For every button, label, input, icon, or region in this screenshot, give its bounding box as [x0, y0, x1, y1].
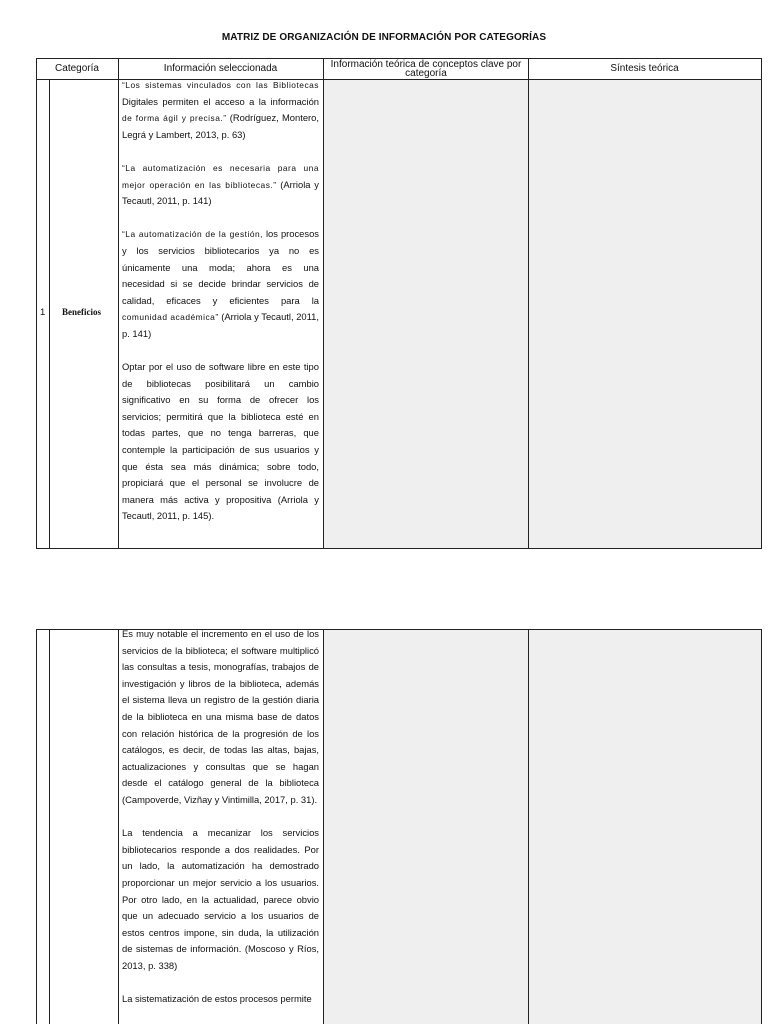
text-paragraph-4: Optar por el uso de software libre en este tipo de bibliotecas posibilitará un cambio significativo en su forma de ofrecer los servicios; permitirá que la biblioteca esté en todas partes, que no tenga barreras, que contemple la participación de sus usuarios y que ésta sea más dinámica; sobre todo, propiciará que el personal se involucre de manera más activa y propositiva (Arriola y Tecautl, 2011, p. 145).	[122, 361, 319, 522]
header-informacion-teorica: Información teórica de conceptos clave por categoría	[330, 59, 522, 79]
row-number: 1	[40, 307, 46, 318]
header-informacion-seleccionada: Información seleccionada	[163, 63, 278, 74]
header-categoria: Categoría	[55, 63, 99, 74]
text-paragraph-5: Es muy notable el incremento en el uso de los servicios de la biblioteca; el software multiplicó las consultas a tesis, monografías, trabajos de investigación y libros de la biblioteca, además el sistema lleva un registro de la gestión diaria de la biblioteca en una misma base de datos con relación histórica de la progresión de los catálogos, es decir, de todas las altas, bajas, actualizaciones y consultas que se hagan desde el catálogo general de la biblioteca (Campoverde, Vizñay y Vintimilla, 2017, p. 31).	[122, 628, 319, 805]
informacion-seleccionada-cell	[122, 77, 319, 525]
quote-paragraph-2: “La automatización es necesaria para una mejor operación en las bibliotecas.” (Arriola y Tecautl, 2011, p. 141)	[122, 162, 319, 207]
informacion-seleccionada-cell-continued	[122, 626, 319, 1008]
sintesis-cell	[528, 80, 762, 549]
teorica-cell-continued	[324, 630, 528, 1024]
quote-paragraph-3: “La automatización de la gestión, los procesos y los servicios bibliotecarios ya no es únicamente una moda; ahora es una necesidad si se decide brindar servicios de calidad, eficaces y eficientes para la comunidad académica” (Arriola y Tecautl, 2011, p. 141)	[122, 228, 319, 339]
text-paragraph-6: La tendencia a mecanizar los servicios bibliotecarios responde a dos realidades. Por un lado, la automatización ha demostrado proporcionar un mejor servicio a los usuarios. Por otro lado, en la actualidad, parece obvio que un adecuado servicio a los usuarios de estos centros impone, sin duda, la utilización de sistemas de información. (Moscoso y Ríos, 2013, p. 338)	[122, 827, 319, 971]
quote-paragraph-1: “Los sistemas vinculados con las Bibliotecas Digitales permiten el acceso a la información de forma ágil y precisa.” (Rodríguez, Montero, Legrá y Lambert, 2013, p. 63)	[122, 80, 319, 140]
document-title: MATRIZ DE ORGANIZACIÓN DE INFORMACIÓN POR CATEGORÍAS	[221, 32, 547, 43]
teorica-cell	[324, 80, 528, 549]
text-paragraph-7: La sistematización de estos procesos permite	[122, 993, 312, 1005]
header-sintesis-teorica: Síntesis teórica	[610, 63, 679, 74]
sintesis-cell-continued	[528, 630, 762, 1024]
row-category: Beneficios	[62, 307, 101, 317]
